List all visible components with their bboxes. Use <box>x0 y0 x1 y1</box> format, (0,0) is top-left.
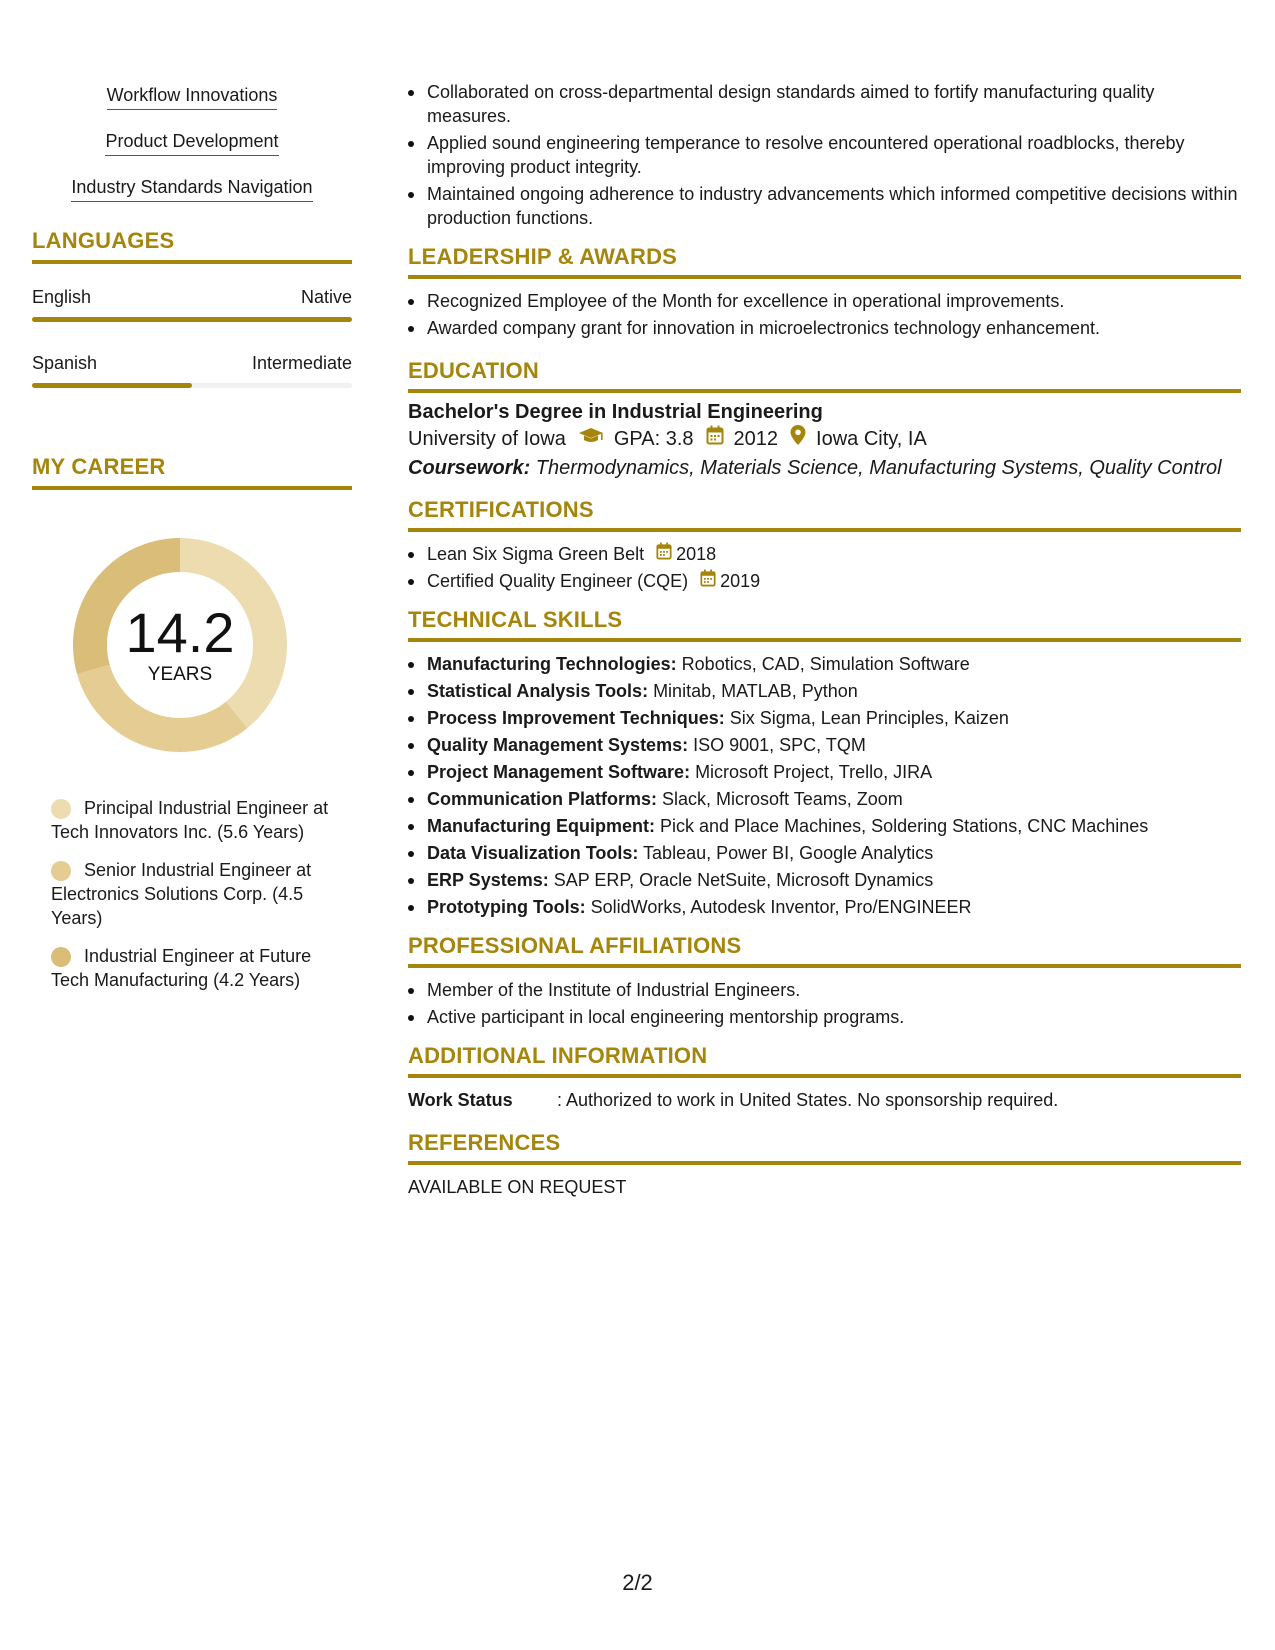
page-number: 2/2 <box>622 1570 653 1595</box>
list-item <box>408 814 1241 838</box>
languages-section <box>32 228 352 388</box>
language-row <box>32 286 352 322</box>
list-item <box>408 760 1241 784</box>
location: Iowa City, IA <box>816 428 927 450</box>
certification-year: 2018 <box>676 544 717 564</box>
career-donut-chart <box>65 530 295 760</box>
strength-item <box>32 84 352 110</box>
list-item <box>408 841 1241 865</box>
strength-item <box>32 130 352 156</box>
skill-category: Data Visualization Tools: <box>427 843 639 863</box>
strength-item <box>32 176 352 202</box>
language-level: Intermediate <box>251 353 352 373</box>
legend-dot <box>51 947 71 967</box>
skill-category: Process Improvement Techniques: <box>427 708 725 728</box>
language-bar <box>32 383 352 388</box>
language-level: Native <box>300 287 352 307</box>
coursework-list: Thermodynamics, Materials Science, Manufacturing Systems, Quality Control <box>530 457 1222 479</box>
skill-values: SolidWorks, Autodesk Inventor, Pro/ENGINEER <box>585 897 972 917</box>
additional-info-section <box>408 1043 1241 1112</box>
affiliations-section <box>408 933 1241 1029</box>
list-item <box>408 733 1241 757</box>
language-bar-fill <box>32 317 352 322</box>
list-item <box>408 895 1241 919</box>
references-text: AVAILABLE ON REQUEST <box>408 1177 627 1197</box>
career-legend-item <box>51 796 352 844</box>
graduation-year: 2012 <box>733 428 779 450</box>
education-section <box>408 358 1241 483</box>
leadership-section <box>408 244 1241 340</box>
map-pin-icon <box>790 425 806 453</box>
education-details <box>408 425 1241 453</box>
skill-category: Project Management Software: <box>427 762 691 782</box>
skill-values: ISO 9001, SPC, TQM <box>688 735 866 755</box>
section-title: LEADERSHIP & AWARDS <box>408 244 1241 279</box>
career-legend <box>32 796 352 992</box>
calendar-icon <box>706 425 724 453</box>
main-content <box>408 80 1241 1199</box>
list-item: Applied sound engineering temperance to resolve encountered operational roadblocks, thereby improving product integrity. <box>408 131 1241 179</box>
list-item <box>408 569 1241 593</box>
skill-category: Manufacturing Equipment: <box>427 816 655 836</box>
career-legend-item <box>51 858 352 930</box>
list-item: Recognized Employee of the Month for excellence in operational improvements. <box>408 289 1241 313</box>
section-title: CERTIFICATIONS <box>408 497 1241 532</box>
list-item <box>408 706 1241 730</box>
career-legend-item <box>51 944 352 992</box>
career-unit: YEARS <box>147 664 213 685</box>
languages-title: LANGUAGES <box>32 228 352 264</box>
school: University of Iowa <box>408 428 566 450</box>
career-legend-label: Principal Industrial Engineer at Tech Innovators Inc. (5.6 Years) <box>51 798 329 842</box>
list-item: Collaborated on cross-departmental design standards aimed to fortify manufacturing quality measures. <box>408 80 1241 128</box>
skill-values: Robotics, CAD, Simulation Software <box>676 654 970 674</box>
certification-year: 2019 <box>720 571 761 591</box>
skill-category: Manufacturing Technologies: <box>427 654 677 674</box>
legend-dot <box>51 861 71 881</box>
section-title: PROFESSIONAL AFFILIATIONS <box>408 933 1241 968</box>
language-name: English <box>32 287 92 307</box>
strengths-list <box>32 84 352 202</box>
list-item <box>408 787 1241 811</box>
certification-name: Certified Quality Engineer (CQE) <box>427 571 689 591</box>
skill-category: Communication Platforms: <box>427 789 658 809</box>
skills-section <box>408 607 1241 919</box>
list-item: Member of the Institute of Industrial Engineers. <box>408 978 1241 1002</box>
sidebar <box>32 84 352 1006</box>
skill-category: Prototyping Tools: <box>427 897 586 917</box>
skill-values: SAP ERP, Oracle NetSuite, Microsoft Dynamics <box>548 870 934 890</box>
strength-label: Industry Standards Navigation <box>71 176 312 202</box>
list-item <box>408 868 1241 892</box>
work-status-row <box>408 1088 1241 1112</box>
work-status-label: Work Status <box>408 1090 513 1110</box>
strength-label: Product Development <box>105 130 278 156</box>
skill-values: Tableau, Power BI, Google Analytics <box>638 843 934 863</box>
list-item: Maintained ongoing adherence to industry advancements which informed competitive decisions within production functions. <box>408 182 1241 230</box>
skill-values: Pick and Place Machines, Soldering Stations, CNC Machines <box>655 816 1149 836</box>
legend-dot <box>51 799 71 819</box>
career-legend-label: Industrial Engineer at Future Tech Manufacturing (4.2 Years) <box>51 946 312 990</box>
skill-values: Minitab, MATLAB, Python <box>648 681 858 701</box>
strength-label: Workflow Innovations <box>107 84 278 110</box>
section-title: TECHNICAL SKILLS <box>408 607 1241 642</box>
calendar-icon <box>700 569 716 593</box>
references-section <box>408 1130 1241 1199</box>
language-bar-fill <box>32 383 192 388</box>
list-item <box>408 652 1241 676</box>
gpa: GPA: 3.8 <box>613 428 694 450</box>
career-total: 14.2 <box>125 601 235 664</box>
skill-values: Slack, Microsoft Teams, Zoom <box>657 789 903 809</box>
career-section <box>32 454 352 992</box>
experience-bullets <box>408 80 1241 230</box>
language-name: Spanish <box>32 353 98 373</box>
list-item: Active participant in local engineering mentorship programs. <box>408 1005 1241 1029</box>
certification-name: Lean Six Sigma Green Belt <box>427 544 645 564</box>
section-title: EDUCATION <box>408 358 1241 393</box>
degree: Bachelor's Degree in Industrial Engineering <box>408 401 823 423</box>
skill-category: ERP Systems: <box>427 870 549 890</box>
calendar-icon <box>656 542 672 566</box>
skill-category: Statistical Analysis Tools: <box>427 681 649 701</box>
language-row <box>32 352 352 388</box>
language-bar <box>32 317 352 322</box>
work-status-value: : Authorized to work in United States. No sponsorship required. <box>557 1090 1059 1110</box>
career-legend-label: Senior Industrial Engineer at Electronics Solutions Corp. (4.5 Years) <box>51 860 312 928</box>
skill-category: Quality Management Systems: <box>427 735 689 755</box>
list-item <box>408 542 1241 566</box>
section-title: REFERENCES <box>408 1130 1241 1165</box>
section-title: ADDITIONAL INFORMATION <box>408 1043 1241 1078</box>
skill-values: Six Sigma, Lean Principles, Kaizen <box>724 708 1009 728</box>
coursework <box>408 453 1241 483</box>
skill-values: Microsoft Project, Trello, JIRA <box>690 762 933 782</box>
coursework-label: Coursework: <box>408 457 531 479</box>
graduation-cap-icon <box>578 425 604 453</box>
list-item <box>408 679 1241 703</box>
certifications-section <box>408 497 1241 593</box>
career-title: MY CAREER <box>32 454 352 490</box>
list-item: Awarded company grant for innovation in microelectronics technology enhancement. <box>408 316 1241 340</box>
